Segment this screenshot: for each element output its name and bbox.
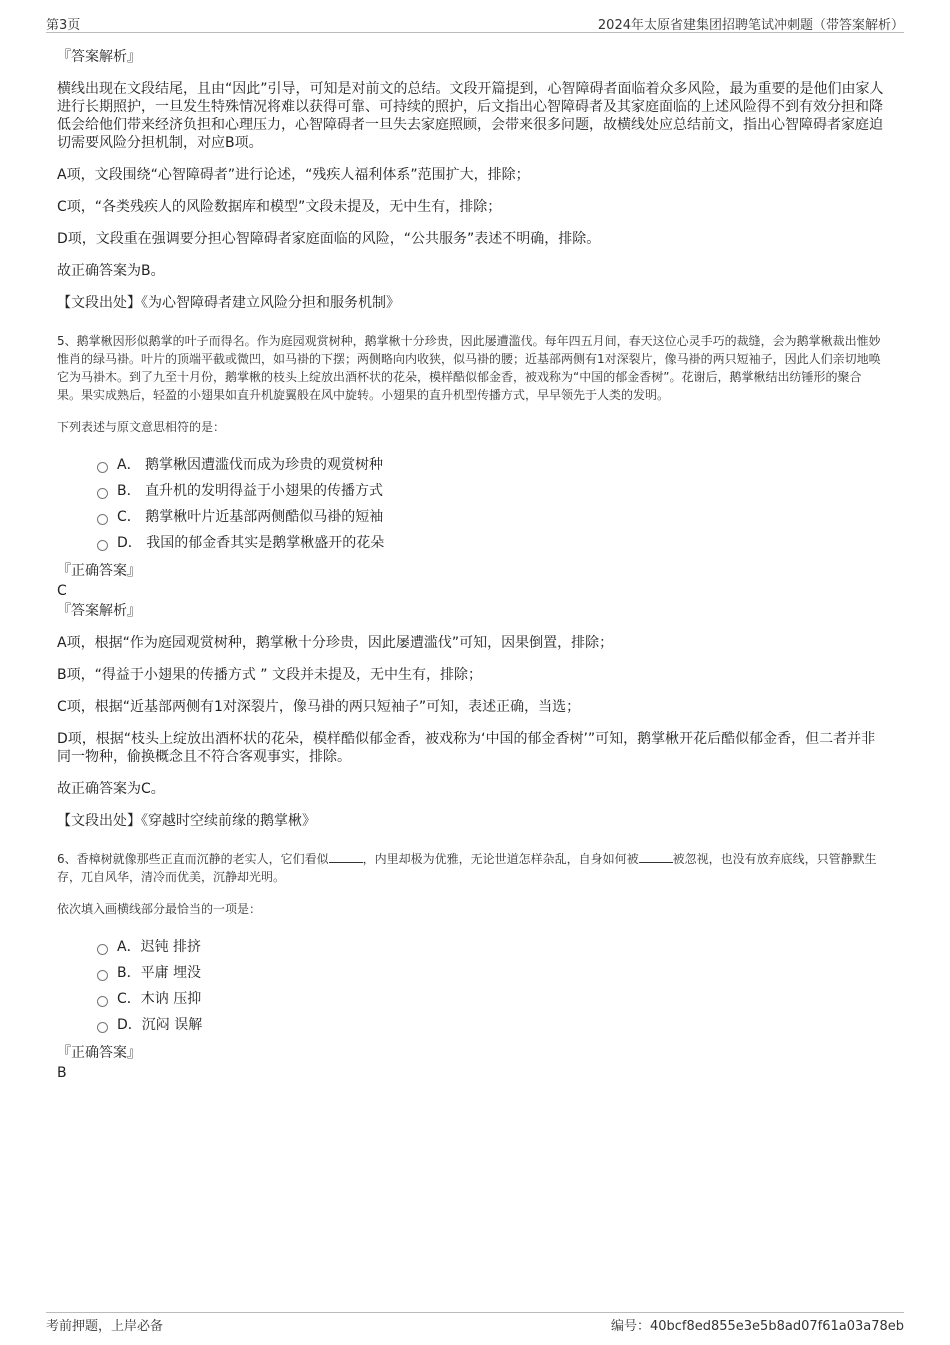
radio-icon[interactable] [97,1022,108,1033]
q5-option-b[interactable]: B． 直升机的发明得益于小翅果的传播方式 [97,478,885,504]
q5-option-b-analysis: B项，“得益于小翅果的传播方式 ” 文段并未提及，无中生有，排除； [57,667,483,683]
radio-icon[interactable] [97,514,108,525]
radio-icon[interactable] [97,970,108,981]
radio-icon[interactable] [97,540,108,551]
q4-option-d-analysis: D项，文段重在强调要分担心智障碍者家庭面临的风险，“公共服务”表述不明确，排除。 [57,231,601,247]
document-title: 2024年太原省建集团招聘笔试冲刺题（带答案解析） [597,18,904,33]
q5-passage: 5、鹅掌楸因形似鹅掌的叶子而得名。作为庭园观赏树种，鹅掌楸十分珍贵，因此屡遭滥伐。每年四五月间，春天这位心灵手巧的裁缝，会为鹅掌楸裁出惟妙惟肖的绿马褂。叶片的顶端平截或微凹，如马褂的下摆；两侧略向内收狭，似马褂的腰；近基部两侧有1对深裂片，像马褂的两只短袖子，因此人们亲切地唤它为马褂木。到了九至十月份，鹅掌楸的枝头上绽放出酒杯状的花朵，模样酷似郁金香，被戏称为“中国的郁金香树”。花谢后，鹅掌楸结出纺锤形的聚合果。果实成熟后，轻盈的小翅果如直升机旋翼般在风中旋转。小翅果的直升机型传播方式，早早领先于人类的发明。 [57,334,881,402]
page-number: 第3页 [46,18,81,33]
q4-option-c-analysis: C项，“各类残疾人的风险数据库和模型”文段未提及，无中生有，排除； [57,199,502,215]
footer-slogan: 考前押题，上岸必备 [46,1319,164,1334]
q6-options [57,934,885,1038]
q5-prompt: 下列表述与原文意思相符的是： [57,420,226,434]
q5-option-c-analysis: C项，根据“近基部两侧有1对深裂片，像马褂的两只短袖子”可知，表述正确，当选； [57,699,581,715]
q5-option-a-analysis: A项，根据“作为庭园观赏树种，鹅掌楸十分珍贵，因此屡遭滥伐”可知，因果倒置，排除； [57,635,614,651]
q5-option-d[interactable]: D． 我国的郁金香其实是鹅掌楸盛开的花朵 [97,530,885,556]
fill-blank-1 [329,850,363,863]
q5-correct-answer: C [57,583,67,599]
q5-conclusion: 故正确答案为C。 [57,781,165,797]
q6-correct-label: 『正确答案』 [57,1045,141,1061]
q6-option-d[interactable]: D．沉闷 误解 [97,1012,885,1038]
radio-icon[interactable] [97,488,108,499]
q4-source: 【文段出处】《为心智障碍者建立风险分担和服务机制》 [57,295,400,311]
q6-passage: 6、香樟树就像那些正直而沉静的老实人，它们看似 ，内里却极为优雅，无论世道怎样杂乱，自身如何被 被忽视，也没有放弃底线，只管静默生存，兀自风华，清冷而优美，沉静却光明。 [57,852,877,884]
fill-blank-2 [639,850,673,863]
q4-explain-label: 『答案解析』 [57,49,141,65]
q5-option-a[interactable]: A． 鹅掌楸因遭滥伐而成为珍贵的观赏树种 [97,452,885,478]
radio-icon[interactable] [97,996,108,1007]
q5-option-c[interactable]: C． 鹅掌楸叶片近基部两侧酷似马褂的短袖 [97,504,885,530]
document-id: 编号：40bcf8ed855e3e5b8ad07f61a03a78eb [610,1319,904,1334]
q6-option-a[interactable]: A．迟钝 排挤 [97,934,885,960]
q5-correct-label: 『正确答案』 [57,563,141,579]
q6-option-b[interactable]: B．平庸 埋没 [97,960,885,986]
page-header [46,12,904,33]
q5-options [57,452,885,556]
radio-icon[interactable] [97,462,108,473]
page-footer [46,1312,904,1334]
q6-correct-answer: B [57,1065,67,1081]
q5-explain-label: 『答案解析』 [57,603,141,619]
q6-prompt: 依次填入画横线部分最恰当的一项是： [57,902,262,916]
q5-option-d-analysis: D项，根据“枝头上绽放出酒杯状的花朵，模样酷似郁金香，被戏称为‘中国的郁金香树’”可知，鹅掌楸开花后酷似郁金香，但二者并非同一物种，偷换概念且不符合客观事实，排除。 [57,731,876,765]
q6-option-c[interactable]: C．木讷 压抑 [97,986,885,1012]
q5-source: 【文段出处】《穿越时空续前缘的鹅掌楸》 [57,813,316,829]
q4-conclusion: 故正确答案为B。 [57,263,165,279]
q4-explain-text: 横线出现在文段结尾，且由“因此”引导，可知是对前文的总结。文段开篇提到，心智障碍者面临着众多风险，最为重要的是他们由家人进行长期照护，一旦发生特殊情况将难以获得可靠、可持续的照护，后文指出心智障碍者及其家庭面临的上述风险得不到有效分担和降低会给他们带来经济负担和心理压力，心智障碍者一旦失去家庭照顾，会带来很多问题，故横线处应总结前文，指出心智障碍者家庭迫切需要风险分担机制，对应B项。 [57,81,884,151]
q4-option-a-analysis: A项，文段围绕“心智障碍者”进行论述，“残疾人福利体系”范围扩大，排除； [57,167,530,183]
page-content [57,48,885,1082]
radio-icon[interactable] [97,944,108,955]
